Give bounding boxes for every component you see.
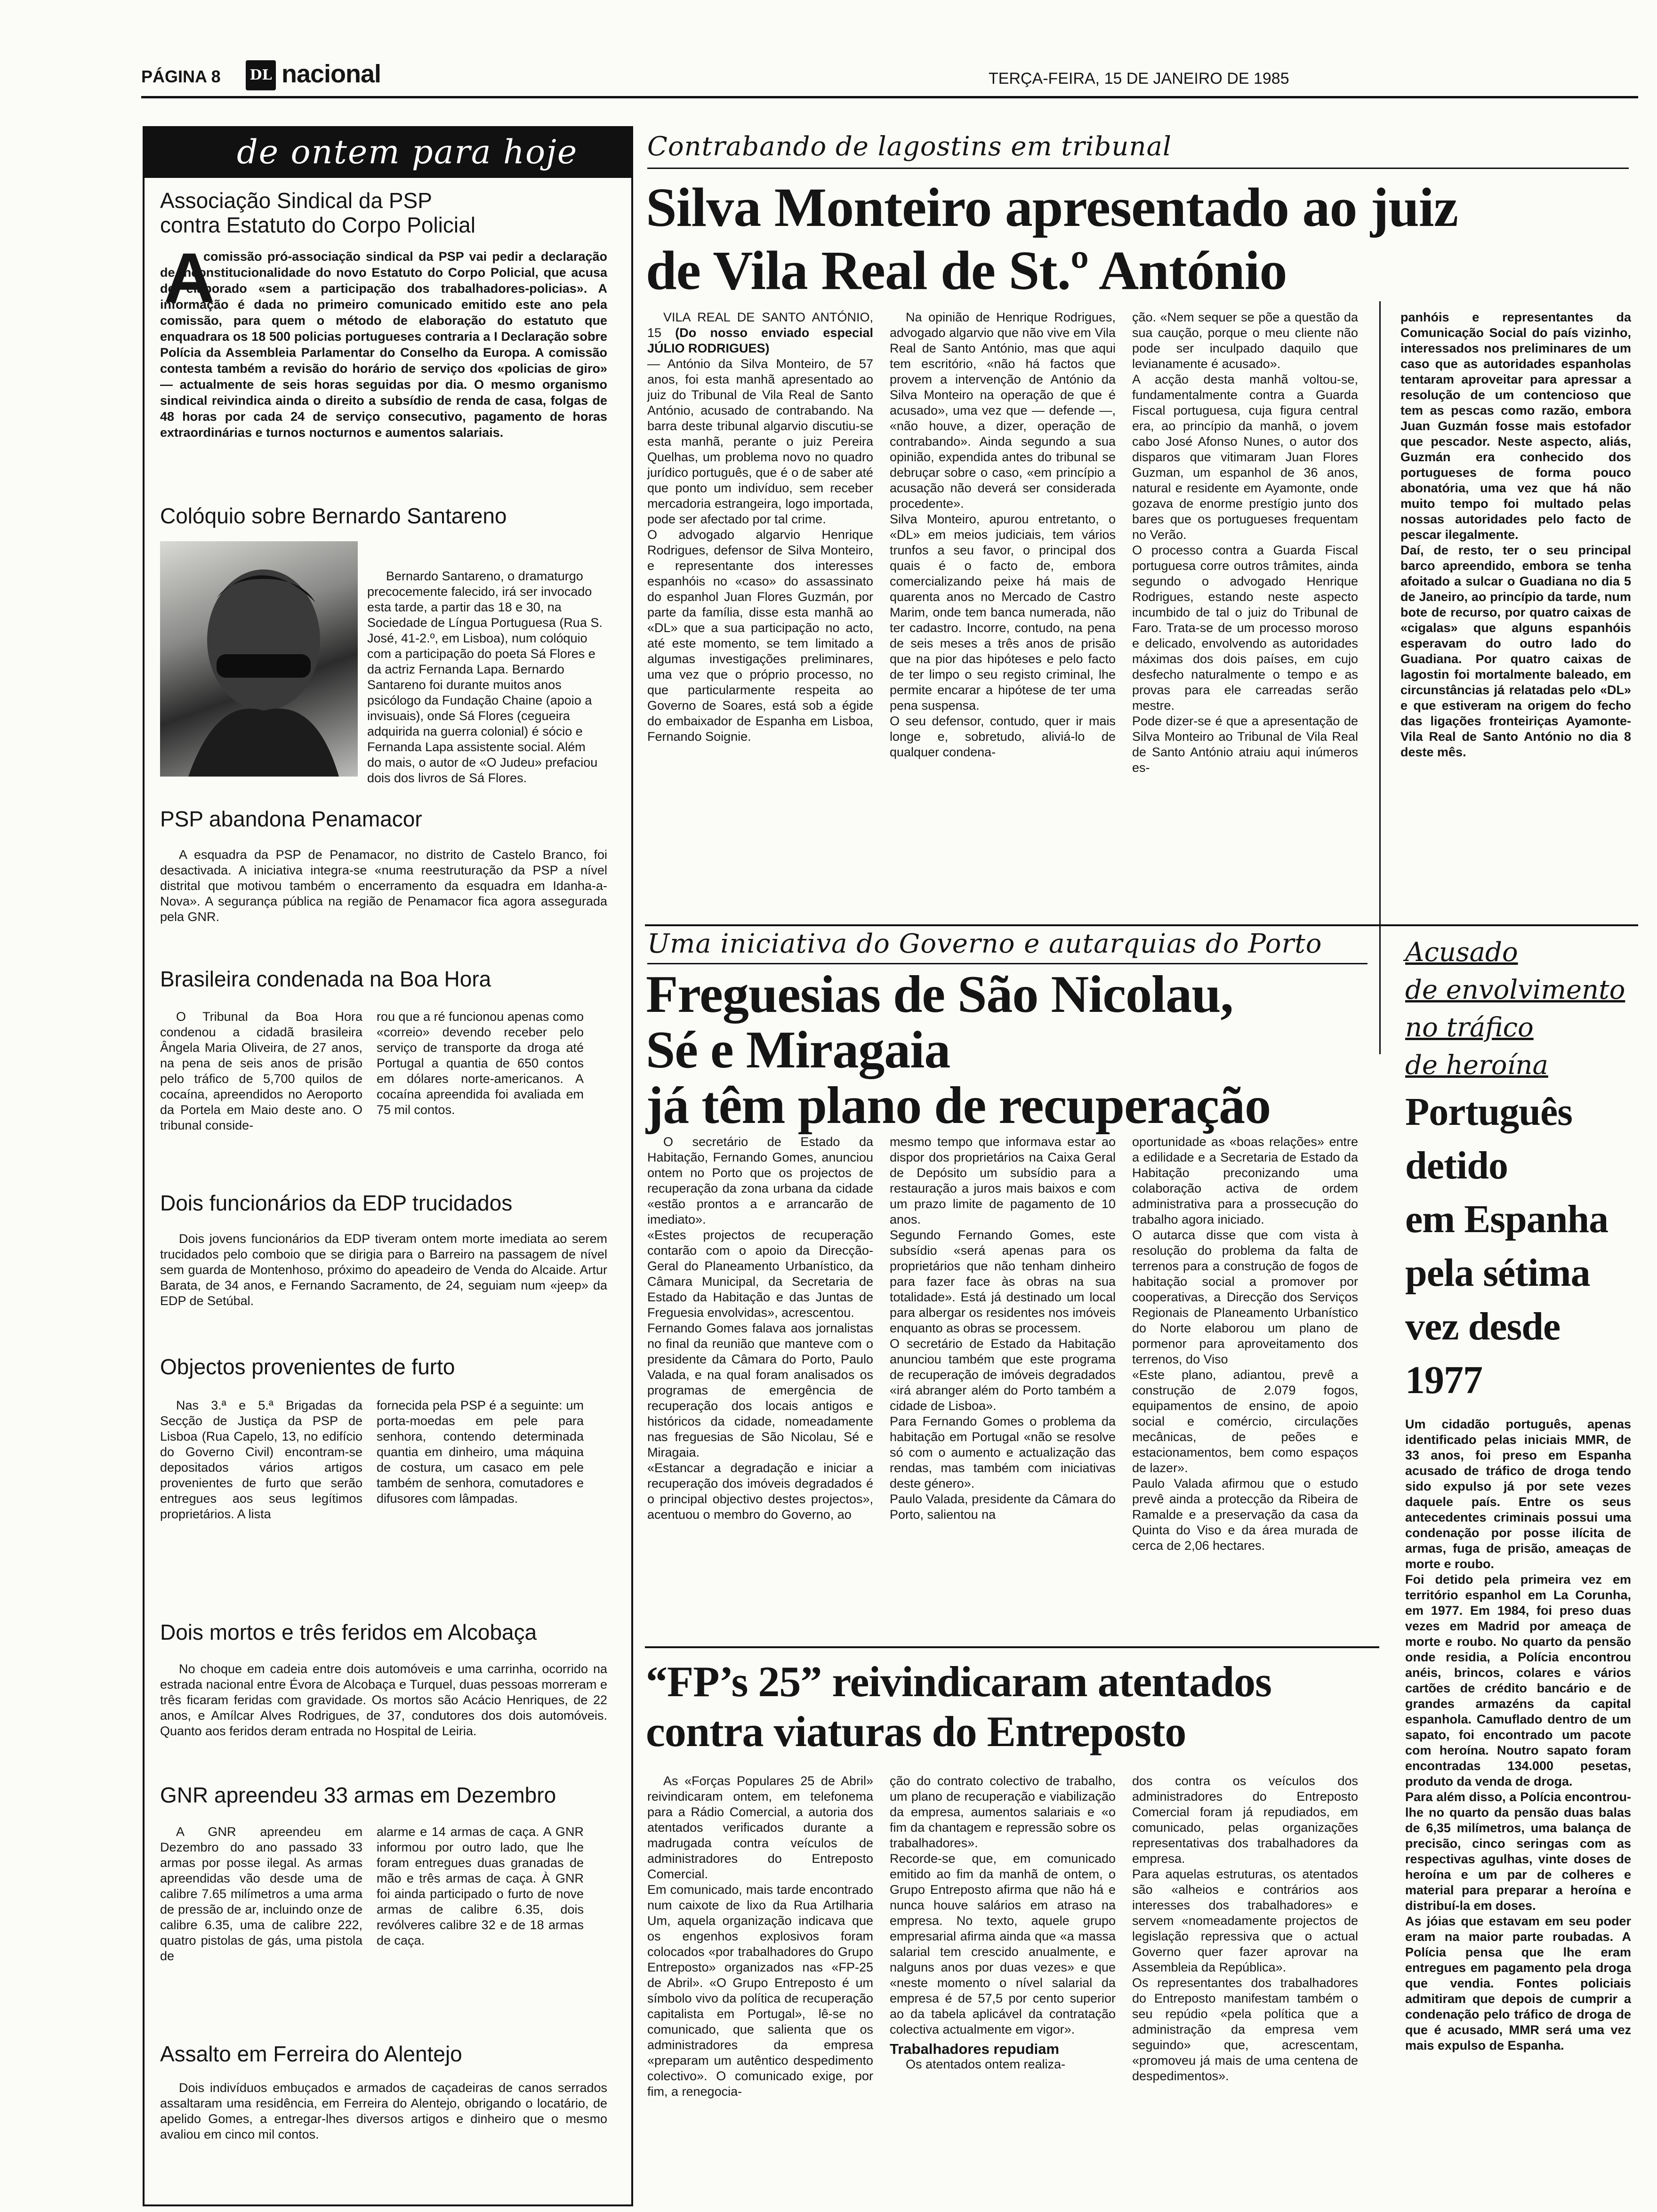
article1-kicker: Contrabando de lagostins em tribunal [647, 131, 1172, 162]
article3-headline: “FP’s 25” reivindicaram atentados contra viaturas do Entreposto [646, 1658, 1271, 1755]
article3-col3: dos contra os veículos dos administradores do Entreposto Comercial foram já repudiados, em comunicado, pelas organizações representativas dos trabalhadores da empresa. Para aquelas estruturas, os atentados são «alheios e contrários aos interesses dos trabalhadores» e servem «nomeadamente projectos de legislação repressiva que o actual Governo quer fazer aprovar na Assembleia da República». Os representantes dos trabalhadores do Entreposto manifestam também o seu repúdio «pela política que a administração da empresa vem seguindo» que, acrescentam, «promoveu já mais de uma centena de despedimentos». [1132, 1774, 1358, 2083]
sidebar-item-title: Colóquio sobre Bernardo Santareno [160, 504, 507, 528]
sidebar-item-col1: O Tribunal da Boa Hora condenou a cidadã brasileira Ângela Maria Oliveira, de 27 anos, na pena de seis anos de prisão pelo tráfico de 5,700 quilos de cocaína, apreendidos no Aeroporto da Portela em Maio deste ano. O tribunal conside- [160, 1010, 362, 1132]
article4-kicker: Acusado de envolvimento no tráfico de heroína [1405, 937, 1625, 1081]
article4-headline: Português detido em Espanha pela sétima vez desde 1977 [1405, 1090, 1609, 1402]
sidebar-item-title: Dois funcionários da EDP trucidados [160, 1191, 513, 1215]
sidebar-item-title: Dois mortos e três feridos em Alcobaça [160, 1620, 537, 1644]
article2-kicker-rule [647, 963, 1367, 964]
article2-kicker: Uma iniciativa do Governo e autarquias do Porto [647, 929, 1322, 959]
article3-col2-tail: Os atentados ontem realiza- [906, 2057, 1066, 2071]
sidebar-item-title: PSP abandona Penamacor [160, 807, 422, 831]
sidebar-item-col2: fornecida pela PSP é a seguinte: um porta-moedas em pele para senhora, contendo determinada quantia em dinheiro, uma máquina de costura, um casaco em pele também de senhora, comutadores e difusores com lâmpadas. [377, 1398, 584, 1506]
sidebar-item-body: comissão pró-associação sindical da PSP vai pedir a declaração de inconstitucionalidade do novo Estatuto do Corpo Policial, que acusa de elaborado «sem a participação dos trabalhadores-policias». A informação é dada no primeiro comunicado emitido este ano pela comissão, para quem o método de elaboração do estatuto que enquadrara os 18 500 policias portugueses contraria a I Declaração sobre Polícia da Assembleia Parlamentar do Conselho da Europa. A comissão contesta também a revisão do horário de serviço dos «policias de giro» — actualmente de seis horas seguidas por dia. O mesmo organismo sindical reivindica ainda o direito a subsídio de renda de casa, folgas de 48 horas por cada 24 de serviço consecutivo, pagamento de horas extraordinárias e turnos nocturnos e aumentos salariais. [160, 249, 607, 440]
page-header [141, 60, 1506, 94]
sidebar-item-col2: alarme e 14 armas de caça. A GNR informou por outro lado, que lhe foram entregues duas granadas de mão e três armas de caça. À GNR foi ainda participado o furto de nove armas de calibre 6.35, dois revólveres calibre 32 e de 18 armas de caça. [377, 1825, 584, 1948]
sidebar-item-body: No choque em cadeia entre dois automóveis e uma carrinha, ocorrido na estrada nacional entre Évora de Alcobaça e Turquel, duas pessoas morreram e três ficaram feridas com gravidade. Os mortos são Acácio Henriques, de 22 anos, e Amílcar Alves Rodrigues, de 37, condutores dos dois automóveis. Quanto aos feridos deram entrada no Hospital de Leiria. [160, 1662, 607, 1738]
article3-subhead: Trabalhadores repudiam [890, 2041, 1060, 2057]
page-label: PÁGINA 8 [141, 67, 221, 86]
santareno-photo [160, 541, 358, 777]
article3-col2 [890, 1773, 1116, 2072]
article1-byline: (Do nosso enviado especial JÚLIO RODRIGUES) [647, 326, 873, 355]
article1-bottom-rule [645, 924, 1638, 926]
article1-col2: Na opinião de Henrique Rodrigues, advogado algarvio que não vive em Vila Real de Santo António, mas que aqui tem escritório, «não há factos que provem a intervenção de António da Silva Monteiro na operação de que é acusado», uma vez que — defende —, «não houve, a dizer, operação de contrabando». Ainda segundo a sua opinião, expendida antes do tribunal se debruçar sobre o caso, «em princípio a acusação não deverá ser considerada procedente». Silva Monteiro, apurou entretanto, o «DL» em meios judiciais, tem vários trunfos a seu favor, o principal dos quais é o facto de, embora comercializando peixe há mais de quarenta anos no Mercado de Castro Marim, onde tem banca numerada, não ter cadastro. Incorre, contudo, na pena de seis meses a três anos de prisão que na pior das hipóteses e pelo facto de ter limpo o seu registo criminal, lhe permite encarar a hipótese de ter uma pena suspensa. O seu defensor, contudo, quer ir mais longe e, sobretudo, aliviá-lo de qualquer condena- [890, 310, 1116, 759]
sidebar-item-title: GNR apreendeu 33 armas em Dezembro [160, 1783, 556, 1807]
article3-col2-text: ção do contrato colectivo de trabalho, um plano de recuperação e viabilização da empresa, aumentos salariais e «o fim da chantagem e repressão sobre os trabalhadores». Recorde-se que, em comunicado emitido ao fim da manhã de ontem, o Grupo Entreposto afirma que não há e nunca houve salários em atraso na empresa. No texto, aquele grupo empresarial afirma ainda que «a massa salarial tem crescido anualmente, e nalguns anos por duas vezes» e que «neste momento o nível salarial da empresa é de 57,5 por cento superior ao da tabela aplicável da contratação colectiva actualmente em vigor». [890, 1774, 1116, 2036]
sidebar-item-body: Dois indivíduos embuçados e armados de caçadeiras de canos serrados assaltaram uma residência, em Ferreira do Alentejo, obrigando o locatário, de apelido Gomes, a entregar-lhes diversos artigos e dinheiro que o mesmo avaliou em cinco mil contos. [160, 2081, 607, 2141]
article1-col1-text: — António da Silva Monteiro, de 57 anos, foi esta manhã apresentado ao juiz do Tribunal de Vila Real de Santo António, acusado de contrabando. Na barra deste tribunal algarvio discutiu-se esta manhã, perante o juiz Pereira Quelhas, um problema novo no quadro jurídico português, que é o de saber até que ponto um indivíduo, sem receber mercadoria estrangeira, logo importada, pode ser afectado por tal crime. O advogado algarvio Henrique Rodrigues, defensor de Silva Monteiro, e representante dos interesses espanhóis no «caso» do assassinato do espanhol Juan Flores Guzmán, por parte da família, disse esta manhã ao «DL» que a sua participação no acto, até este momento, se tem limitado a algumas investigações preliminares, uma vez que o próprio processo, no que particularmente respeita ao Governo de Soares, está sob a égide do embaixador de Espanha em Lisboa, Fernando Soignie. [647, 357, 873, 744]
article3-col1: As «Forças Populares 25 de Abril» reivindicaram ontem, em telefonema para a Rádio Comercial, a autoria dos atentados verificados durante a madrugada contra veículos de administradores do Entreposto Comercial. Em comunicado, mais tarde encontrado num caixote de lixo da Rua Artilharia Um, aquela organização indicava que os engenhos explosivos foram colocados «por trabalhadores do Grupo Entreposto» organizados nas «FP-25 de Abril». «O Grupo Entreposto é um símbolo vivo da política de recuperação capitalista em Portugal», lê-se no comunicado, que salienta que os administradores da empresa «preparam um autêntico despedimento colectivo». O comunicado exige, por fim, a renegocia- [647, 1774, 873, 2099]
article1-kicker-rule [647, 168, 1629, 169]
sidebar-item-title: Associação Sindical da PSP contra Estatuto do Corpo Policial [160, 188, 475, 237]
sidebar-item-body: Dois jovens funcionários da EDP tiveram ontem morte imediata ao serem trucidados pelo comboio que se dirigia para o Barreiro na passagem de nível sem guarda de Montenhoso, próximo do apeadeiro de Venda do Alcaide. Artur Barata, de 34 anos, e Fernando Sacramento, de 24, seguiam num «jeep» da EDP de Setúbal. [160, 1232, 607, 1308]
article2-col3: oportunidade as «boas relações» entre a edilidade e a Secretaria de Estado da Habitação preconizando uma colaboração activa de ordem administrativa para a prossecução do trabalho agora iniciado. O autarca disse que com vista à resolução do problema da falta de terrenos para a construção de fogos de habitação social a promover por cooperativas, a Direcção dos Serviços Regionais de Planeamento Urbanístico do Norte elaborou um plano de pormenor para aproveitamento dos terrenos, do Viso «Este plano, adiantou, prevê a construção de 2.079 fogos, equipamentos de ensino, de apoio social e comércio, circulações mecânicas, de peões e estacionamentos, bem como espaços de lazer». Paulo Valada afirmou que o estudo prevê ainda a protecção da Ribeira de Ramalde e a preservação da casa da Quinta do Viso e da área murada de cerca de 2,06 hectares. [1132, 1135, 1358, 1553]
article1-column-rule [1379, 301, 1381, 1054]
dl-logo-icon: DL [246, 60, 276, 90]
portrait-icon [160, 541, 358, 777]
article1-col1 [647, 310, 873, 745]
sidebar-item-title: Brasileira condenada na Boa Hora [160, 967, 491, 991]
article1-dateline: VILA REAL DE SANTO ANTÓNIO, 15 [647, 310, 873, 340]
article1-col3: ção. «Nem sequer se põe a questão da sua caução, porque o meu cliente não pode ser inculpado daquilo que levianamente é acusado». A acção desta manhã voltou-se, fundamentalmente contra a Guarda Fiscal portuguesa, cuja figura central era, ao princípio da manhã, o jovem cabo José Afonso Nunes, o autor dos disparos que vitimaram Juan Flores Guzman, um espanhol de 36 anos, natural e residente em Ayamonte, onde gozava de enorme prestígio junto dos bares que os portugueses frequentam no Verão. O processo contra a Guarda Fiscal portuguesa corre outros trâmites, ainda segundo o advogado Henrique Rodrigues, estando neste aspecto incumbido de tal o juiz do Tribunal de Faro. Trata-se de um processo moroso e delicado, envolvendo as autoridades máximas dos dois países, em cujo desfecho naturalmente o tempo e as provas para ele carreadas serão mestre. Pode dizer-se é que a apresentação de Silva Monteiro ao Tribunal de Vila Real de Santo António atraiu aqui inúmeros es- [1132, 310, 1358, 775]
sidebar-banner [143, 126, 631, 178]
sidebar-item-body: Bernardo Santareno, o dramaturgo precocemente falecido, irá ser invocado esta tarde, a partir das 18 e 30, na Sociedade de Língua Portuguesa (Rua S. José, 41-2.º, em Lisboa), num colóquio com a participação do poeta Sá Flores e da actriz Fernanda Lapa. Bernardo Santareno foi durante muitos anos psicólogo da Fundação Chaine (apoio a invisuais), onde Sá Flores (cegueira adquirida na guerra colonial) é sócio e Fernanda Lapa assistente social. Além do mais, o autor de «O Judeu» prefaciou dois dos livros de Sá Flores. [367, 569, 603, 785]
header-rule [141, 96, 1638, 98]
article1-col4: panhóis e representantes da Comunicação Social do país vizinho, interessados nos preliminares de um caso que as autoridades espanholas tentaram aproveitar para apressar a resolução de um contencioso que tem as pescas como razão, embora Juan Guzmán fosse mais estofador que pescador. Neste aspecto, aliás, Guzmán era conhecido dos portugueses de forma pouco abonatória, uma vez que há não muito tempo foi multado pelas nossas autoridades pelo facto de pescar ilegalmente. Daí, de resto, ter o seu principal barco apreendido, embora se tenha afoitado a sulcar o Guadiana no dia 5 de Janeiro, ao princípio da tarde, num bote de recurso, por quatro caixas de «cigalas» que alguns espanhóis esperavam do outro lado do Guadiana. Por quatro caixas de lagostin foi mortalmente baleado, em circunstâncias já relatadas pelo «DL» e que estiveram na origem do fecho das ligações fronteiriças Ayamonte-Vila Real de Santo António no dia 8 deste mês. [1400, 310, 1631, 759]
article2-col1: O secretário de Estado da Habitação, Fernando Gomes, anunciou ontem no Porto que os projectos de recuperação da zona urbana da cidade «estão prontos a e arrancarão de imediato». «Estes projectos de recuperação contarão com o apoio da Direcção-Geral do Planeamento Urbanístico, da Câmara Municipal, da Secretaria de Estado da Habitação e das Juntas de Freguesia envolvidas», acrescentou. Fernando Gomes falava aos jornalistas no final da reunião que manteve com o presidente da Câmara do Porto, Paulo Valada, e na qual foram analisados os programas de emergência de recuperação dos locais antigos e históricos da cidade, nomeadamente nas freguesias de São Nicolau, Sé e Miragaia. «Estancar a degradação e iniciar a recuperação dos imóveis degradados é o principal objectivo destes projectos», acentuou o membro do Governo, ao [647, 1135, 873, 1522]
article2-bottom-rule [645, 1646, 1379, 1648]
article2-col2: mesmo tempo que informava estar ao dispor dos proprietários na Caixa Geral de Depósito um subsídio para a restauração a juros mais baixos e com um prazo limite de pagamento de 10 anos. Segundo Fernando Gomes, este subsídio «será apenas para os proprietários que não tenham dinheiro para fazer face às obras na sua totalidade». Está já destinado um local para albergar os residentes nos imóveis enquanto as obras se processem. O secretário de Estado da Habitação anunciou também que este programa de recuperação de imóveis degradados «irá abranger além do Porto também a cidade de Lisboa». Para Fernando Gomes o problema da habitação em Portugal «não se resolve só com o aumento e actualização das rendas, mas também com iniciativas deste género». Paulo Valada, presidente da Câmara do Porto, salientou na [890, 1135, 1116, 1522]
section-name: nacional [282, 60, 381, 88]
dropcap: A [164, 238, 215, 317]
sidebar-item-col2: rou que a ré funcionou apenas como «correio» devendo receber pelo serviço de transporte da droga até Portugal a quantia de 650 contos em dólares norte-americanos. A cocaína apreendida foi avaliada em 75 mil contos. [377, 1010, 584, 1117]
article4-body: Um cidadão português, apenas identificado pelas iniciais MMR, de 33 anos, foi preso em Espanha acusado de tráfico de droga tendo sido expulso já por sete vezes daquele país. Entre os seus antecedentes criminais possui uma condenação por posse ilícita de armas, fuga de prisão, ameaças de morte e roubo. Foi detido pela primeira vez em território espanhol em La Corunha, em 1977. Em 1984, foi preso duas vezes em Madrid por ameaça de morte e roubo. No quarto da pensão onde residia, a Polícia encontrou anéis, brincos, colares e vários cartões de crédito bancário e de grandes armazéns da capital espanhola. Camuflado dentro de um sapato, foi encontrado um pacote com heroína. Noutro sapato foram encontradas 134.000 pesetas, produto da venda de droga. Para além disso, a Polícia encontrou-lhe no quarto da pensão duas balas de 6,35 milímetros, uma balança de precisão, cinco seringas com as respectivas agulhas, vinte doses de heroína e um par de colheres e material para preparar a heroína e distribuí-la em doses. As jóias que estavam em seu poder eram na maior parte roubadas. A Polícia pensa que lhe eram entregues em pagamento pela droga que vendia. Fontes policiais admitiram que depois de cumprir a condenação pelo tráfico de droga de que é acusado, MMR será uma vez mais expulso de Espanha. [1405, 1417, 1631, 2052]
sidebar-item-title: Objectos provenientes de furto [160, 1354, 455, 1379]
sidebar-item-col1: Nas 3.ª e 5.ª Brigadas da Secção de Justiça da PSP de Lisboa (Rua Capelo, 13, no edifício do Governo Civil) encontram-se depositados vários artigos provenientes de furto que serão entregues aos seus legítimos proprietários. A lista [160, 1398, 362, 1521]
sidebar-item-title: Assalto em Ferreira do Alentejo [160, 2042, 462, 2066]
issue-date: TERÇA-FEIRA, 15 DE JANEIRO DE 1985 [989, 70, 1289, 88]
article2-headline: Freguesias de São Nicolau, Sé e Miragaia já têm plano de recuperação [646, 965, 1271, 1135]
article1-headline: Silva Monteiro apresentado ao juiz de Vila Real de St.º António [646, 176, 1458, 301]
sidebar-item-col1: A GNR apreendeu em Dezembro do ano passado 33 armas por posse ilegal. As armas apreendidas vão desde uma de calibre 7.65 milímetros a uma arma de pressão de ar, incluindo onze de calibre 6.35, uma de calibre 222, quatro pistolas de gás, uma pistola de [160, 1825, 362, 1963]
sidebar-banner-title: de ontem para hoje [237, 133, 578, 171]
sidebar-item-body: A esquadra da PSP de Penamacor, no distrito de Castelo Branco, foi desactivada. A iniciativa integra-se «numa reestruturação da PSP a nível distrital que motivou também o encerramento da esquadra em Idanha-a-Nova». A segurança pública na região de Penamacor fica agora assegurada pela GNR. [160, 848, 607, 924]
